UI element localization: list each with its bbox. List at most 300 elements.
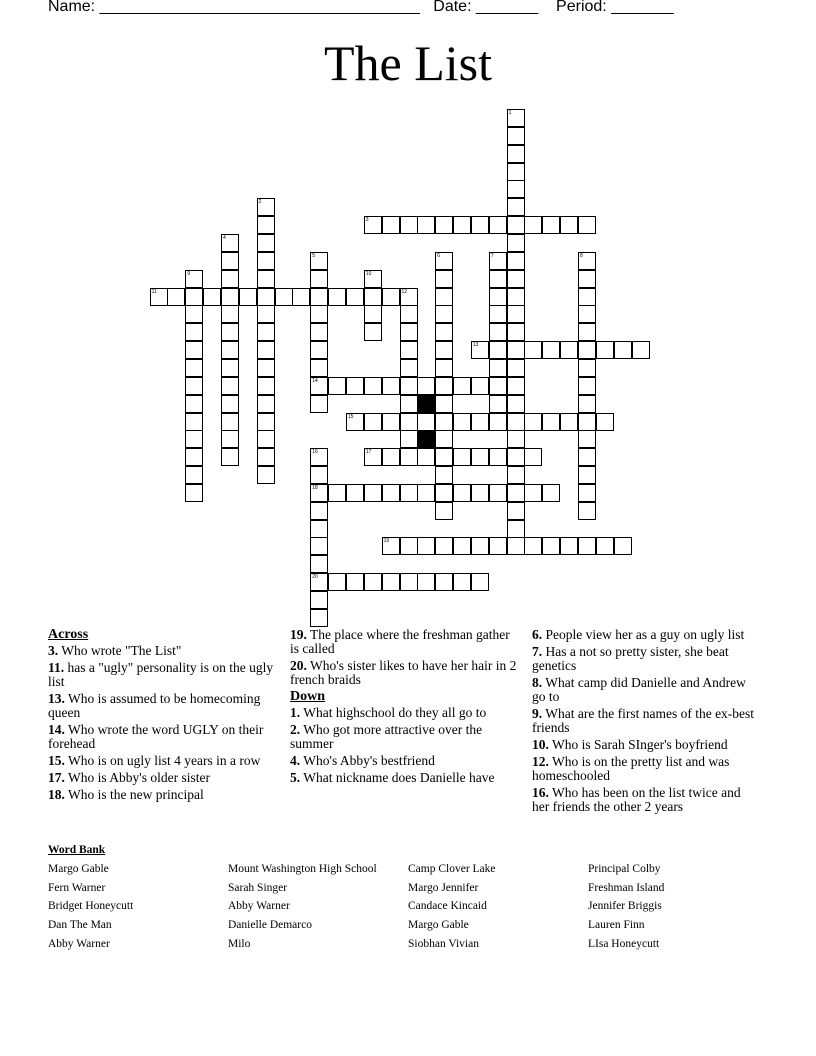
- across-clue-11: 11. has a "ugly" personality is on the ugly list: [48, 660, 274, 689]
- grid-cell[interactable]: [203, 288, 221, 306]
- grid-cell[interactable]: [507, 305, 525, 323]
- grid-cell[interactable]: [578, 448, 596, 466]
- grid-cell[interactable]: [507, 145, 525, 163]
- grid-cell[interactable]: [346, 484, 364, 502]
- grid-cell[interactable]: [489, 448, 507, 466]
- grid-cell[interactable]: [257, 395, 275, 413]
- word-bank-item: Candace Kincaid: [408, 900, 487, 912]
- grid-cell[interactable]: [489, 323, 507, 341]
- grid-cell[interactable]: [185, 466, 203, 484]
- grid-cell[interactable]: [507, 502, 525, 520]
- grid-cell[interactable]: [578, 305, 596, 323]
- grid-cell[interactable]: [400, 305, 418, 323]
- grid-cell[interactable]: [221, 305, 239, 323]
- grid-cell[interactable]: [257, 216, 275, 234]
- cell-number: 14: [312, 377, 318, 384]
- cell-number: 11: [151, 288, 157, 295]
- grid-cell[interactable]: [471, 448, 489, 466]
- grid-cell[interactable]: [524, 484, 542, 502]
- grid-cell[interactable]: [346, 377, 364, 395]
- grid-cell[interactable]: [346, 288, 364, 306]
- grid-cell[interactable]: [257, 270, 275, 288]
- grid-cell[interactable]: [310, 377, 328, 395]
- down-clue-10: 10. Who is Sarah SInger's boyfriend: [532, 737, 728, 752]
- cell-number: 6: [437, 252, 440, 259]
- grid-cell[interactable]: [382, 448, 400, 466]
- grid-cell[interactable]: [614, 341, 632, 359]
- grid-cell[interactable]: [435, 288, 453, 306]
- grid-cell[interactable]: [310, 448, 328, 466]
- grid-cell[interactable]: [310, 609, 328, 627]
- word-bank-item: Milo: [228, 938, 251, 950]
- grid-cell[interactable]: [185, 377, 203, 395]
- grid-cell[interactable]: [400, 377, 418, 395]
- down-clue-6: 6. People view her as a guy on ugly list: [532, 627, 745, 642]
- grid-cell[interactable]: [257, 305, 275, 323]
- cell-number: 20: [312, 574, 318, 581]
- grid-cell[interactable]: [310, 591, 328, 609]
- across-clue-18: 18. Who is the new principal: [48, 787, 204, 802]
- grid-cell[interactable]: [471, 377, 489, 395]
- grid-cell[interactable]: [185, 484, 203, 502]
- grid-cell[interactable]: [185, 341, 203, 359]
- grid-cell[interactable]: [221, 288, 239, 306]
- period-label: Period:: [556, 0, 607, 15]
- cell-number: 12: [401, 288, 408, 295]
- grid-cell[interactable]: [346, 413, 364, 431]
- grid-cell[interactable]: [560, 216, 578, 234]
- grid-cell[interactable]: [382, 573, 400, 591]
- cell-number: 2: [258, 199, 262, 206]
- grid-cell[interactable]: [364, 216, 382, 234]
- down-clue-1: 1. What highschool do they all go to: [290, 705, 487, 720]
- across-clue-17: 17. Who is Abby's older sister: [48, 770, 210, 785]
- down-heading: Down: [290, 689, 326, 704]
- grid-cell[interactable]: [221, 413, 239, 431]
- grid-cell[interactable]: [435, 502, 453, 520]
- grid-cell[interactable]: [257, 430, 275, 448]
- grid-cell[interactable]: [310, 270, 328, 288]
- word-bank-item: Bridget Honeycutt: [48, 900, 134, 912]
- word-bank-item: Abby Warner: [48, 938, 110, 950]
- grid-cell[interactable]: [417, 377, 435, 395]
- grid-cell[interactable]: [507, 252, 525, 270]
- grid-cell[interactable]: [310, 305, 328, 323]
- grid-cell[interactable]: [507, 466, 525, 484]
- cell-number: 10: [365, 270, 372, 277]
- grid-cell[interactable]: [507, 484, 525, 502]
- grid-cell[interactable]: [614, 537, 632, 555]
- clues-column-1: [48, 628, 276, 805]
- grid-cell[interactable]: [489, 288, 507, 306]
- grid-cell[interactable]: [435, 484, 453, 502]
- grid-cell[interactable]: [453, 377, 471, 395]
- grid-cell[interactable]: [542, 341, 560, 359]
- grid-cell[interactable]: [400, 413, 418, 431]
- word-bank-item: Fern Warner: [48, 882, 106, 894]
- grid-cell[interactable]: [578, 466, 596, 484]
- grid-cell[interactable]: [417, 573, 435, 591]
- down-clue-12: 12. Who is on the pretty list and was homeschooled: [532, 754, 730, 783]
- grid-cell[interactable]: [400, 448, 418, 466]
- grid-cell[interactable]: [435, 341, 453, 359]
- grid-cell[interactable]: [221, 252, 239, 270]
- grid-cell[interactable]: [435, 323, 453, 341]
- word-bank-item: Abby Warner: [228, 900, 290, 912]
- grid-cell[interactable]: [524, 341, 542, 359]
- clues-column-2: [290, 628, 518, 788]
- grid-cell[interactable]: [489, 377, 507, 395]
- grid-cell[interactable]: [310, 466, 328, 484]
- grid-cell[interactable]: [453, 448, 471, 466]
- grid-cell[interactable]: [400, 288, 418, 306]
- grid-cell[interactable]: [507, 395, 525, 413]
- grid-cell[interactable]: [489, 341, 507, 359]
- grid-cell[interactable]: [507, 341, 525, 359]
- across-clue-19: 19. The place where the freshman gather is called: [290, 627, 510, 656]
- grid-cell[interactable]: [578, 323, 596, 341]
- grid-cell[interactable]: [382, 413, 400, 431]
- grid-cell[interactable]: [435, 466, 453, 484]
- down-clue-16: 16. Who has been on the list twice and her friends the other 2 years: [532, 785, 741, 814]
- grid-cell[interactable]: [596, 537, 614, 555]
- across-clue-15: 15. Who is on ugly list 4 years in a row: [48, 753, 261, 768]
- grid-cell[interactable]: [507, 270, 525, 288]
- grid-cell[interactable]: [364, 270, 382, 288]
- across-clue-20: 20. Who's sister likes to have her hair in 2 french braids: [290, 658, 517, 687]
- cell-number: 16: [312, 449, 318, 456]
- grid-cell[interactable]: [435, 537, 453, 555]
- date-line[interactable]: _______: [475, 0, 539, 15]
- grid-cell[interactable]: [435, 413, 453, 431]
- grid-cell[interactable]: [400, 430, 418, 448]
- down-clue-8: 8. What camp did Danielle and Andrew go to: [532, 675, 746, 704]
- grid-cell[interactable]: [257, 288, 275, 306]
- grid-cell[interactable]: [185, 395, 203, 413]
- down-clue-2: 2. Who got more attractive over the summer: [290, 722, 483, 751]
- grid-cell[interactable]: [400, 395, 418, 413]
- across-clue-13: 13. Who is assumed to be homecoming queen: [48, 691, 261, 720]
- grid-cell[interactable]: [417, 537, 435, 555]
- grid-cell[interactable]: [257, 341, 275, 359]
- grid-cell[interactable]: [382, 288, 400, 306]
- grid-cell[interactable]: [185, 413, 203, 431]
- grid-cell[interactable]: [364, 448, 382, 466]
- grid-cell[interactable]: [435, 377, 453, 395]
- grid-cell[interactable]: [524, 413, 542, 431]
- grid-cell[interactable]: [292, 288, 310, 306]
- page-title: The List: [323, 35, 493, 91]
- grid-cell[interactable]: [150, 288, 168, 306]
- across-heading: Across: [48, 627, 89, 642]
- grid-cell[interactable]: [560, 537, 578, 555]
- grid-cell[interactable]: [257, 448, 275, 466]
- grid-cell[interactable]: [453, 537, 471, 555]
- grid-cell[interactable]: [435, 270, 453, 288]
- grid-cell[interactable]: [524, 448, 542, 466]
- grid-cell[interactable]: [328, 484, 346, 502]
- cell-number: 15: [347, 413, 354, 420]
- grid-cell[interactable]: [489, 270, 507, 288]
- grid-cell[interactable]: [507, 413, 525, 431]
- word-bank-item: Danielle Demarco: [228, 919, 312, 931]
- word-bank-item: Sarah Singer: [228, 882, 288, 894]
- grid-cell[interactable]: [382, 216, 400, 234]
- word-bank-item: Siobhan Vivian: [408, 938, 479, 950]
- grid-cell[interactable]: [489, 305, 507, 323]
- cell-number: 18: [312, 484, 318, 491]
- grid-cell[interactable]: [578, 395, 596, 413]
- grid-cell[interactable]: [185, 270, 203, 288]
- grid-cell[interactable]: [524, 537, 542, 555]
- grid-cell[interactable]: [400, 537, 418, 555]
- grid-cell[interactable]: [471, 413, 489, 431]
- grid-cell[interactable]: [542, 216, 560, 234]
- grid-cell[interactable]: [400, 216, 418, 234]
- across-clue-14: 14. Who wrote the word UGLY on their forehead: [48, 722, 264, 751]
- word-bank-item: Margo Jennifer: [408, 882, 479, 894]
- grid-cell[interactable]: [417, 216, 435, 234]
- grid-cell[interactable]: [257, 413, 275, 431]
- grid-cell[interactable]: [542, 413, 560, 431]
- word-bank-item: Margo Gable: [48, 863, 109, 875]
- grid-cell[interactable]: [435, 448, 453, 466]
- grid-cell[interactable]: [185, 430, 203, 448]
- grid-cell[interactable]: [632, 341, 650, 359]
- cell-number: 13: [472, 342, 479, 349]
- grid-cell[interactable]: [471, 537, 489, 555]
- grid-cell[interactable]: [417, 448, 435, 466]
- period-line[interactable]: _______: [611, 0, 674, 15]
- grid-cell[interactable]: [328, 288, 346, 306]
- grid-cell[interactable]: [578, 359, 596, 377]
- grid-cell[interactable]: [507, 180, 525, 198]
- grid-cell[interactable]: [221, 395, 239, 413]
- grid-cell[interactable]: [257, 466, 275, 484]
- date-label: Date:: [433, 0, 472, 15]
- word-bank-item: Mount Washington High School: [228, 863, 377, 875]
- grid-cell[interactable]: [310, 323, 328, 341]
- grid-cell[interactable]: [310, 288, 328, 306]
- grid-cell[interactable]: [364, 573, 382, 591]
- grid-cell[interactable]: [507, 323, 525, 341]
- grid-cell[interactable]: [596, 341, 614, 359]
- grid-cell[interactable]: [382, 537, 400, 555]
- grid-cell[interactable]: [221, 341, 239, 359]
- grid-cell[interactable]: [310, 537, 328, 555]
- cell-number: 4: [223, 235, 226, 241]
- grid-cell[interactable]: [578, 430, 596, 448]
- grid-cell[interactable]: [221, 323, 239, 341]
- word-bank-item: Principal Colby: [588, 863, 661, 875]
- grid-cell[interactable]: [185, 448, 203, 466]
- cell-number: 19: [383, 538, 390, 545]
- grid-cell[interactable]: [221, 377, 239, 395]
- grid-cell[interactable]: [507, 537, 525, 555]
- name-label: Name:: [48, 0, 96, 15]
- grid-cell[interactable]: [167, 288, 185, 306]
- grid-cell[interactable]: [257, 359, 275, 377]
- grid-cell[interactable]: [364, 413, 382, 431]
- grid-cell[interactable]: [400, 573, 418, 591]
- grid-cell[interactable]: [328, 573, 346, 591]
- grid-cell[interactable]: [257, 198, 275, 216]
- grid-cell[interactable]: [471, 341, 489, 359]
- grid-cell[interactable]: [346, 573, 364, 591]
- name-line[interactable]: ____________________________________: [99, 0, 420, 15]
- cell-number: 9: [187, 270, 191, 277]
- grid-cell[interactable]: [507, 109, 525, 127]
- grid-cell[interactable]: [578, 537, 596, 555]
- grid-cell[interactable]: [185, 359, 203, 377]
- grid-cell[interactable]: [596, 413, 614, 431]
- cell-number: 8: [580, 252, 583, 259]
- word-bank-item: Dan The Man: [48, 919, 112, 931]
- grid-cell[interactable]: [435, 359, 453, 377]
- down-clue-4: 4. Who's Abby's bestfriend: [290, 753, 435, 768]
- grid-cell[interactable]: [239, 288, 257, 306]
- cell-number: 17: [365, 449, 372, 456]
- cell-number: 5: [312, 252, 315, 259]
- word-bank-item: Margo Gable: [408, 919, 469, 931]
- grid-cell[interactable]: [417, 484, 435, 502]
- grid-cell[interactable]: [310, 359, 328, 377]
- grid-cell[interactable]: [221, 430, 239, 448]
- grid-cell[interactable]: [471, 484, 489, 502]
- down-clue-5: 5. What nickname does Danielle have: [290, 770, 495, 785]
- grid-cell[interactable]: [364, 288, 382, 306]
- grid-cell[interactable]: [489, 484, 507, 502]
- grid-cell[interactable]: [185, 305, 203, 323]
- grid-cell[interactable]: [524, 216, 542, 234]
- blocked-cell: [417, 430, 435, 448]
- grid-cell[interactable]: [489, 252, 507, 270]
- grid-cell[interactable]: [382, 484, 400, 502]
- grid-cell[interactable]: [489, 537, 507, 555]
- grid-cell[interactable]: [507, 198, 525, 216]
- word-bank-item: Lauren Finn: [588, 919, 645, 931]
- word-bank-item: LIsa Honeycutt: [588, 938, 660, 950]
- grid-cell[interactable]: [400, 484, 418, 502]
- across-clue-3: 3. Who wrote "The List": [48, 643, 182, 658]
- grid-cell[interactable]: [578, 484, 596, 502]
- grid-cell[interactable]: [221, 234, 239, 252]
- grid-cell[interactable]: [453, 413, 471, 431]
- grid-cell[interactable]: [578, 216, 596, 234]
- grid-cell[interactable]: [471, 216, 489, 234]
- grid-cell[interactable]: [417, 413, 435, 431]
- grid-cell[interactable]: [578, 288, 596, 306]
- grid-cell[interactable]: [310, 573, 328, 591]
- grid-cell[interactable]: [542, 484, 560, 502]
- grid-cell[interactable]: [489, 359, 507, 377]
- grid-cell[interactable]: [400, 323, 418, 341]
- grid-cell[interactable]: [221, 448, 239, 466]
- blocked-cell: [417, 395, 435, 413]
- grid-cell[interactable]: [257, 323, 275, 341]
- grid-cell[interactable]: [221, 359, 239, 377]
- grid-cell[interactable]: [257, 377, 275, 395]
- grid-cell[interactable]: [435, 252, 453, 270]
- grid-cell[interactable]: [507, 163, 525, 181]
- grid-cell[interactable]: [542, 537, 560, 555]
- grid-cell[interactable]: [507, 234, 525, 252]
- grid-cell[interactable]: [507, 377, 525, 395]
- grid-cell[interactable]: [400, 341, 418, 359]
- grid-cell[interactable]: [221, 270, 239, 288]
- grid-cell[interactable]: [364, 484, 382, 502]
- grid-cell[interactable]: [435, 395, 453, 413]
- grid-cell[interactable]: [507, 127, 525, 145]
- grid-cell[interactable]: [578, 377, 596, 395]
- grid-cell[interactable]: [364, 305, 382, 323]
- down-clue-7: 7. Has a not so pretty sister, she beat genetics: [532, 644, 729, 673]
- grid-cell[interactable]: [257, 234, 275, 252]
- grid-cell[interactable]: [507, 430, 525, 448]
- cell-number: 1: [508, 110, 512, 116]
- grid-cell[interactable]: [435, 305, 453, 323]
- grid-cell[interactable]: [507, 216, 525, 234]
- grid-cell[interactable]: [560, 341, 578, 359]
- word-bank-title: Word Bank: [48, 844, 106, 856]
- grid-cell[interactable]: [507, 359, 525, 377]
- grid-cell[interactable]: [328, 377, 346, 395]
- grid-cell[interactable]: [310, 341, 328, 359]
- grid-cell[interactable]: [578, 502, 596, 520]
- cell-number: 7: [490, 252, 494, 259]
- grid-cell[interactable]: [578, 252, 596, 270]
- grid-cell[interactable]: [310, 555, 328, 573]
- grid-cell[interactable]: [507, 448, 525, 466]
- grid-cell[interactable]: [364, 377, 382, 395]
- grid-cell[interactable]: [578, 413, 596, 431]
- grid-cell[interactable]: [275, 288, 293, 306]
- grid-cell[interactable]: [382, 377, 400, 395]
- clues-column-3: [532, 628, 760, 817]
- cell-number: 3: [365, 217, 369, 224]
- down-clue-9: 9. What are the first names of the ex-best friends: [532, 706, 755, 735]
- grid-cell[interactable]: [310, 252, 328, 270]
- grid-cell[interactable]: [364, 323, 382, 341]
- grid-cell[interactable]: [310, 484, 328, 502]
- word-bank-item: Camp Clover Lake: [408, 863, 496, 875]
- grid-cell[interactable]: [453, 216, 471, 234]
- grid-cell[interactable]: [310, 395, 328, 413]
- grid-cell[interactable]: [310, 502, 328, 520]
- grid-cell[interactable]: [435, 216, 453, 234]
- word-bank-item: Jennifer Briggis: [588, 900, 662, 912]
- grid-cell[interactable]: [560, 413, 578, 431]
- grid-cell[interactable]: [435, 430, 453, 448]
- grid-cell[interactable]: [578, 270, 596, 288]
- grid-cell[interactable]: [489, 395, 507, 413]
- grid-cell[interactable]: [257, 252, 275, 270]
- grid-cell[interactable]: [453, 573, 471, 591]
- grid-cell[interactable]: [400, 359, 418, 377]
- grid-cell[interactable]: [310, 520, 328, 538]
- grid-cell[interactable]: [435, 573, 453, 591]
- grid-cell[interactable]: [185, 323, 203, 341]
- word-bank-item: Freshman Island: [588, 882, 665, 894]
- grid-cell[interactable]: [507, 288, 525, 306]
- grid-cell[interactable]: [507, 520, 525, 538]
- grid-cell[interactable]: [185, 288, 203, 306]
- grid-cell[interactable]: [471, 573, 489, 591]
- grid-cell[interactable]: [578, 341, 596, 359]
- grid-cell[interactable]: [489, 413, 507, 431]
- grid-cell[interactable]: [453, 484, 471, 502]
- grid-cell[interactable]: [489, 216, 507, 234]
